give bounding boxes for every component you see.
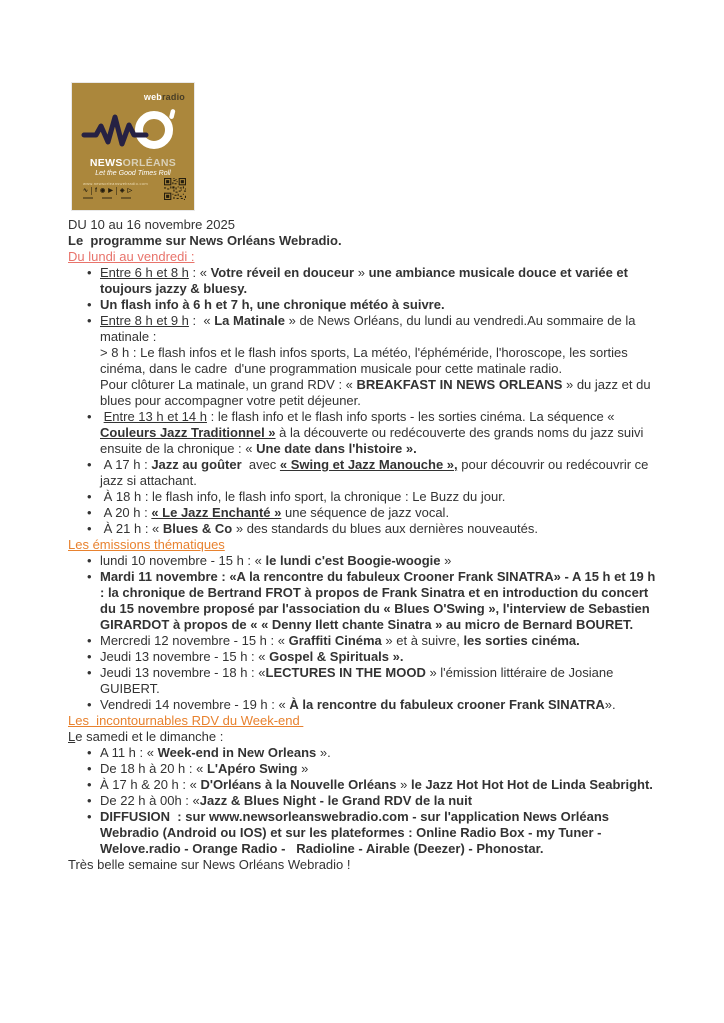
text-run: À la rencontre du fabuleux crooner Frank SINATRA	[289, 697, 605, 712]
qr-code	[164, 178, 186, 200]
text-run: Week-end in New Orleans	[157, 745, 317, 760]
text-run: : «	[188, 313, 215, 328]
section-heading	[68, 713, 660, 729]
paragraph	[68, 217, 660, 233]
facebook-icon: f	[95, 188, 98, 194]
divider	[116, 187, 117, 195]
text-run: À 17 h & 20 h : «	[100, 777, 201, 792]
text-run: Mercredi 12 novembre - 15 h : «	[100, 633, 289, 648]
text-run: Les émissions thématiques	[68, 537, 225, 552]
webradio-wordmark-radio: radio	[161, 92, 185, 102]
text-run: »	[396, 777, 411, 792]
text-run: e samedi et le dimanche :	[75, 729, 224, 744]
text-run: « Le Jazz Enchanté »	[151, 505, 282, 520]
bullet-item	[68, 809, 660, 857]
text-run: le lundi c'est Boogie-woogie	[265, 553, 441, 568]
bullet-item	[68, 649, 660, 665]
paragraph	[68, 729, 660, 745]
apple-podcasts-icon: ◈	[119, 188, 125, 194]
logo-brand-name	[72, 157, 194, 169]
paragraph	[68, 857, 660, 873]
text-run: les sorties cinéma.	[463, 633, 580, 648]
text-run: à la découverte ou redécouverte des grands noms du jazz suivi ensuite de la chronique : «	[100, 425, 647, 456]
bullet-item	[68, 633, 660, 649]
document-content	[68, 217, 660, 873]
text-run: L'Apéro Swing	[206, 761, 298, 776]
text-run: DIFFUSION : sur www.newsorleanswebradio.com - sur l'application News Orléans Webradio (Android ou IOS) et sur les plateformes : Online Radio Box - my Tuner - Welove.radio - Orange Radio - Radioline - Airable (Deezer) - Phonostar.	[100, 809, 613, 856]
text-run: » l'émission littéraire de Josiane GUIBERT.	[100, 665, 617, 696]
bullet-item	[68, 777, 660, 793]
text-run: Mardi 11 novembre : «A la rencontre du fabuleux Crooner Frank SINATRA» - A 15 h et 19 h : la chronique de Bertrand FROT à propos de Frank Sinatra et en introduction du concert du 15 novembre proposé par l'association du « Blues O'Swing », l'interview de Sebastien GIRARDOT à propos de « « Denny Ilett chante Sinatra » au micro de Bernard BOURET.	[100, 569, 659, 632]
bullet-item	[68, 697, 660, 713]
text-run: Entre 6 h et 8 h	[100, 265, 189, 280]
section-heading	[68, 249, 660, 265]
text-run: » et à suivre,	[381, 633, 464, 648]
logo-social-row	[83, 187, 132, 195]
text-run: Les incontournables RDV du Week-end	[68, 713, 304, 728]
text-run: le Jazz Hot Hot Hot de Linda Seabright.	[410, 777, 653, 792]
text-run: Jazz & Blues Night - le Grand RDV de la nuit	[199, 793, 473, 808]
text-run: Jeudi 13 novembre - 18 h : «	[100, 665, 266, 680]
text-run: Entre 13 h et 14 h	[103, 409, 207, 424]
text-run: À 21 h : «	[100, 521, 163, 536]
text-run: BREAKFAST IN NEWS ORLEANS	[356, 377, 563, 392]
bullet-item	[68, 505, 660, 521]
text-run: une séquence de jazz vocal.	[281, 505, 450, 520]
text-run: Vendredi 14 novembre - 19 h : «	[100, 697, 290, 712]
text-run: Entre 8 h et 9 h	[100, 313, 189, 328]
text-run: « Swing et Jazz Manouche »,	[279, 457, 458, 472]
text-run: » des standards du blues aux dernières nouveautés.	[232, 521, 538, 536]
waveform-icon: ∿	[83, 188, 89, 194]
webradio-wordmark-web: web	[143, 92, 162, 102]
text-run: avec	[241, 457, 280, 472]
text-run: A 11 h : «	[100, 745, 158, 760]
bullet-item	[68, 521, 660, 537]
text-run: Le programme sur News Orléans Webradio.	[68, 233, 342, 248]
logo-website-url: www.newsorleanswebradio.com	[83, 181, 149, 186]
webradio-wordmark	[144, 92, 185, 102]
bullet-item	[68, 761, 660, 777]
logo-brand-orleans: ORLÉANS	[122, 157, 177, 169]
text-run: Couleurs Jazz Traditionnel »	[100, 425, 276, 440]
text-run: Un flash info à 6 h et 7 h, une chronique météo à suivre.	[100, 297, 445, 312]
text-run: : le flash info et le flash info sports - les sorties cinéma. La séquence «	[206, 409, 619, 424]
text-run: LECTURES IN THE MOOD	[265, 665, 426, 680]
text-run: DU 10 au 16 novembre 2025	[68, 217, 235, 232]
bullet-item	[68, 489, 660, 505]
bullet-item	[68, 745, 660, 761]
text-run: Graffiti Cinéma	[288, 633, 382, 648]
text-run: pour découvrir ou redécouvrir ce jazz si attachant.	[100, 457, 653, 488]
text-run: Du lundi au vendredi :	[68, 249, 195, 264]
google-play-icon: ▷	[127, 188, 133, 194]
logo-brand-news: NEWS	[89, 157, 123, 169]
bullet-item	[68, 297, 660, 313]
logo-social-sublabels	[83, 197, 131, 199]
instagram-icon: ◉	[100, 188, 106, 194]
text-run: D'Orléans à la Nouvelle Orléans	[200, 777, 397, 792]
logo-tagline: Let the Good Times Roll	[95, 170, 171, 177]
bullet-item	[68, 313, 660, 409]
bullet-item	[68, 569, 660, 633]
youtube-icon: ▶	[108, 188, 113, 194]
bullet-item	[68, 409, 660, 457]
bullet-item	[68, 457, 660, 489]
text-run: : «	[188, 265, 211, 280]
text-run: Jazz au goûter	[151, 457, 242, 472]
text-run: ».	[316, 745, 331, 760]
waveform-o-logo-icon	[80, 109, 186, 155]
text-run: »	[354, 265, 369, 280]
bullet-item	[68, 793, 660, 809]
text-run: Jeudi 13 novembre - 15 h : «	[100, 649, 270, 664]
text-run: Très belle semaine sur News Orléans Webradio !	[68, 857, 351, 872]
text-run: ».	[604, 697, 616, 712]
bullet-item	[68, 553, 660, 569]
text-run: une ambiance musicale douce et variée et toujours jazzy & bluesy.	[100, 265, 632, 296]
news-orleans-logo	[72, 83, 194, 210]
text-run: »	[440, 553, 452, 568]
text-run: L	[68, 729, 76, 744]
text-run: Blues & Co	[162, 521, 233, 536]
text-run: De 18 h à 20 h : «	[100, 761, 207, 776]
paragraph	[68, 233, 660, 249]
bullet-item	[68, 265, 660, 297]
text-run: »	[297, 761, 309, 776]
text-run: lundi 10 novembre - 15 h : «	[100, 553, 266, 568]
text-run: Votre réveil en douceur	[210, 265, 355, 280]
text-run: A 17 h :	[100, 457, 152, 472]
text-run: Une date dans l'histoire ».	[256, 441, 417, 456]
text-run: De 22 h à 00h : «	[100, 793, 200, 808]
text-run: À 18 h : le flash info, le flash info sport, la chronique : Le Buzz du jour.	[100, 489, 506, 504]
text-run: Gospel & Spirituals ».	[269, 649, 404, 664]
text-run: A 20 h :	[100, 505, 152, 520]
divider	[91, 187, 92, 195]
text-run: » du jazz et du blues pour accompagner votre petit déjeuner.	[100, 377, 655, 408]
bullet-item	[68, 665, 660, 697]
text-run: La Matinale	[214, 313, 285, 328]
section-heading	[68, 537, 660, 553]
text-run: » de News Orléans, du lundi au vendredi.Au sommaire de la matinale : > 8 h : Le flash infos et le flash infos sports, La météo, l'éphéméride, l'horoscope, les sorties cinéma, dans le cadre d'une programmation musicale pour cette matinale radio. Pour clôturer La matinale, un grand RDV : «	[100, 313, 636, 392]
